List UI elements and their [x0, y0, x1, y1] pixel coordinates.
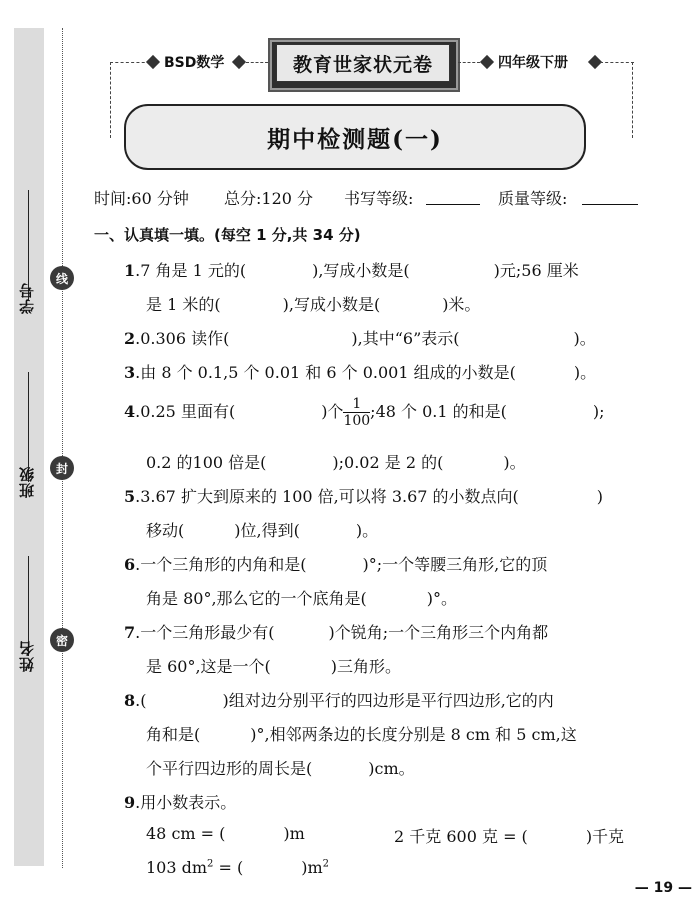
student-id-label: 学号 [18, 282, 36, 314]
page-number: — 19 — [634, 880, 692, 896]
section-heading: 一、认真填一填。(每空 1 分,共 34 分) [94, 226, 361, 244]
header-dash [458, 62, 480, 63]
exam-title-box [124, 104, 586, 170]
grade-tag: 四年级下册 [498, 55, 568, 71]
binding-margin [14, 28, 44, 866]
question-2: 2.0.306 读作( ),其中“6”表示( )。 [124, 329, 596, 348]
question-6-line-2: 角是 80°,那么它的一个底角是( )°。 [146, 589, 458, 608]
seal-seal: 封 [50, 456, 74, 480]
header-dash-right-vertical [632, 62, 633, 138]
cut-line [62, 28, 63, 868]
quality-grade-label: 质量等级: [498, 189, 568, 208]
question-3: 3.由 8 个 0.1,5 个 0.01 和 6 个 0.001 组成的小数是( )。 [124, 363, 597, 382]
diamond-icon [480, 55, 494, 69]
question-9-item-2: 2 千克 600 克 = ( )千克 [394, 827, 625, 846]
question-9-item-1: 48 cm = ( )m [146, 824, 305, 843]
question-1-line-2: 是 1 米的( ),写成小数是( )米。 [146, 295, 481, 314]
question-8-line-3: 个平行四边形的周长是( )cm。 [146, 759, 415, 778]
question-7-line-1: 7.一个三角形最少有( )个锐角;一个三角形三个内角都 [124, 623, 549, 642]
diamond-icon [232, 55, 246, 69]
question-8-line-1: 8.( )组对边分别平行的四边形是平行四边形,它的内 [124, 691, 554, 710]
subject-tag: BSD数学 [164, 55, 225, 71]
header-dash-left-vertical [110, 62, 111, 138]
question-5-line-2: 移动( )位,得到( )。 [146, 521, 379, 540]
question-4-line-1: 4.0.25 里面有( )个 $\frac{1}{100}$ ;48 个 0.1 的和是( ); [124, 396, 605, 429]
exam-title: 期中检测题(一) [267, 125, 443, 153]
time-info: 时间:60 分钟 [94, 189, 189, 208]
question-9-item-3: 103 $dm^2$ = ( )$m^2$ [146, 858, 330, 877]
quality-grade-blank[interactable] [582, 204, 638, 205]
question-8-line-2: 角和是( )°,相邻两条边的长度分别是 8 cm 和 5 cm,这 [146, 725, 577, 744]
question-9-heading: 9.用小数表示。 [124, 793, 237, 812]
seal-line: 线 [50, 266, 74, 290]
question-6-line-1: 6.一个三角形的内角和是( )°;一个等腰三角形,它的顶 [124, 555, 548, 574]
fraction-one-hundredth: $\frac{1}{100}$ [343, 396, 371, 429]
question-5-line-1: 5.3.67 扩大到原来的 100 倍,可以将 3.67 的小数点向( ) [124, 487, 604, 506]
writing-grade-blank[interactable] [426, 204, 480, 205]
question-1-line-1: 1.7 角是 1 元的( ),写成小数是( )元;56 厘米 [124, 261, 579, 280]
writing-grade-label: 书写等级: [344, 189, 414, 208]
seal-secret: 密 [50, 628, 74, 652]
banner-title: 教育世家状元卷 [276, 44, 450, 82]
header-dash [246, 62, 268, 63]
class-label: 班级 [18, 466, 36, 498]
question-4-line-2: 0.2 的100 倍是( );0.02 是 2 的( )。 [146, 453, 526, 472]
header-dash-right [600, 62, 634, 63]
diamond-icon [146, 55, 160, 69]
question-7-line-2: 是 60°,这是一个( )三角形。 [146, 657, 402, 676]
score-info: 总分:120 分 [224, 189, 314, 208]
header-dash-left [110, 62, 150, 63]
name-label: 姓名 [18, 640, 36, 672]
